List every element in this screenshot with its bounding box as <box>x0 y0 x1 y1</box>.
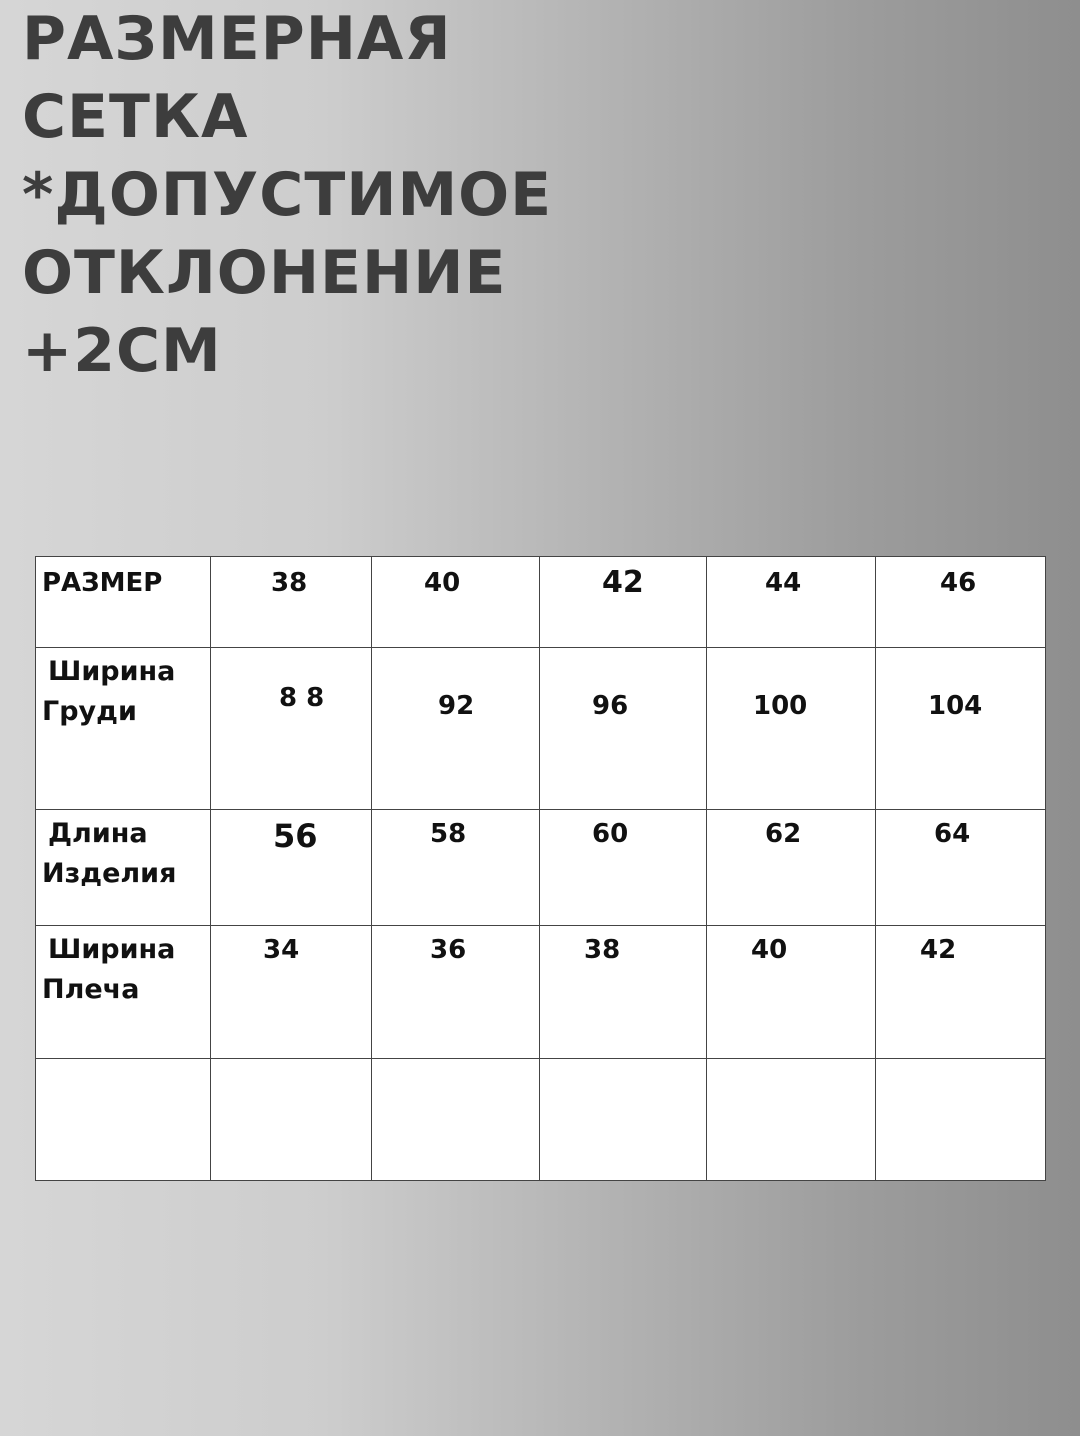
size-table <box>35 556 1046 1181</box>
garment-length-46: 64 <box>876 810 1046 926</box>
empty-cell <box>211 1059 372 1181</box>
size-chart-title <box>22 0 552 390</box>
garment-length-40: 58 <box>372 810 540 926</box>
empty-cell <box>372 1059 540 1181</box>
row-label-line-1: Длина <box>48 818 148 849</box>
chest-width-46: 104 <box>876 648 1046 810</box>
shoulder-width-44: 40 <box>707 926 876 1059</box>
empty-cell <box>540 1059 707 1181</box>
row-label-size: РАЗМЕР <box>36 557 211 648</box>
table-row-shoulder-width <box>36 926 1046 1059</box>
shoulder-width-46: 42 <box>876 926 1046 1059</box>
empty-cell <box>876 1059 1046 1181</box>
chest-width-44: 100 <box>707 648 876 810</box>
row-label-chest-width <box>36 648 211 810</box>
row-label-line-2: Груди <box>42 696 137 727</box>
garment-length-44: 62 <box>707 810 876 926</box>
shoulder-width-38: 34 <box>211 926 372 1059</box>
table-row-chest-width <box>36 648 1046 810</box>
row-label-line-1: Ширина <box>48 656 176 687</box>
row-label-line-2: Плеча <box>42 974 140 1005</box>
table-row-size <box>36 557 1046 648</box>
title-line-3: *ДОПУСТИМОЕ <box>22 160 553 230</box>
title-line-5: +2СМ <box>22 316 222 386</box>
size-cell-38: 38 <box>211 557 372 648</box>
row-label-garment-length <box>36 810 211 926</box>
title-line-1: РАЗМЕРНАЯ <box>22 4 452 74</box>
size-cell-40: 40 <box>372 557 540 648</box>
size-cell-42: 42 <box>540 557 707 648</box>
size-cell-46: 46 <box>876 557 1046 648</box>
garment-length-42: 60 <box>540 810 707 926</box>
title-line-2: СЕТКА <box>22 82 249 152</box>
empty-cell <box>707 1059 876 1181</box>
shoulder-width-40: 36 <box>372 926 540 1059</box>
row-label-shoulder-width <box>36 926 211 1059</box>
row-label-line-2: Изделия <box>42 858 177 889</box>
chest-width-42: 96 <box>540 648 707 810</box>
row-label-line-1: Ширина <box>48 934 176 965</box>
shoulder-width-42: 38 <box>540 926 707 1059</box>
empty-cell <box>36 1059 211 1181</box>
chest-width-38: 8 8 <box>211 648 372 810</box>
table-row-empty <box>36 1059 1046 1181</box>
title-line-4: ОТКЛОНЕНИЕ <box>22 238 507 308</box>
table-row-garment-length <box>36 810 1046 926</box>
chest-width-40: 92 <box>372 648 540 810</box>
garment-length-38: 56 <box>211 810 372 926</box>
size-cell-44: 44 <box>707 557 876 648</box>
